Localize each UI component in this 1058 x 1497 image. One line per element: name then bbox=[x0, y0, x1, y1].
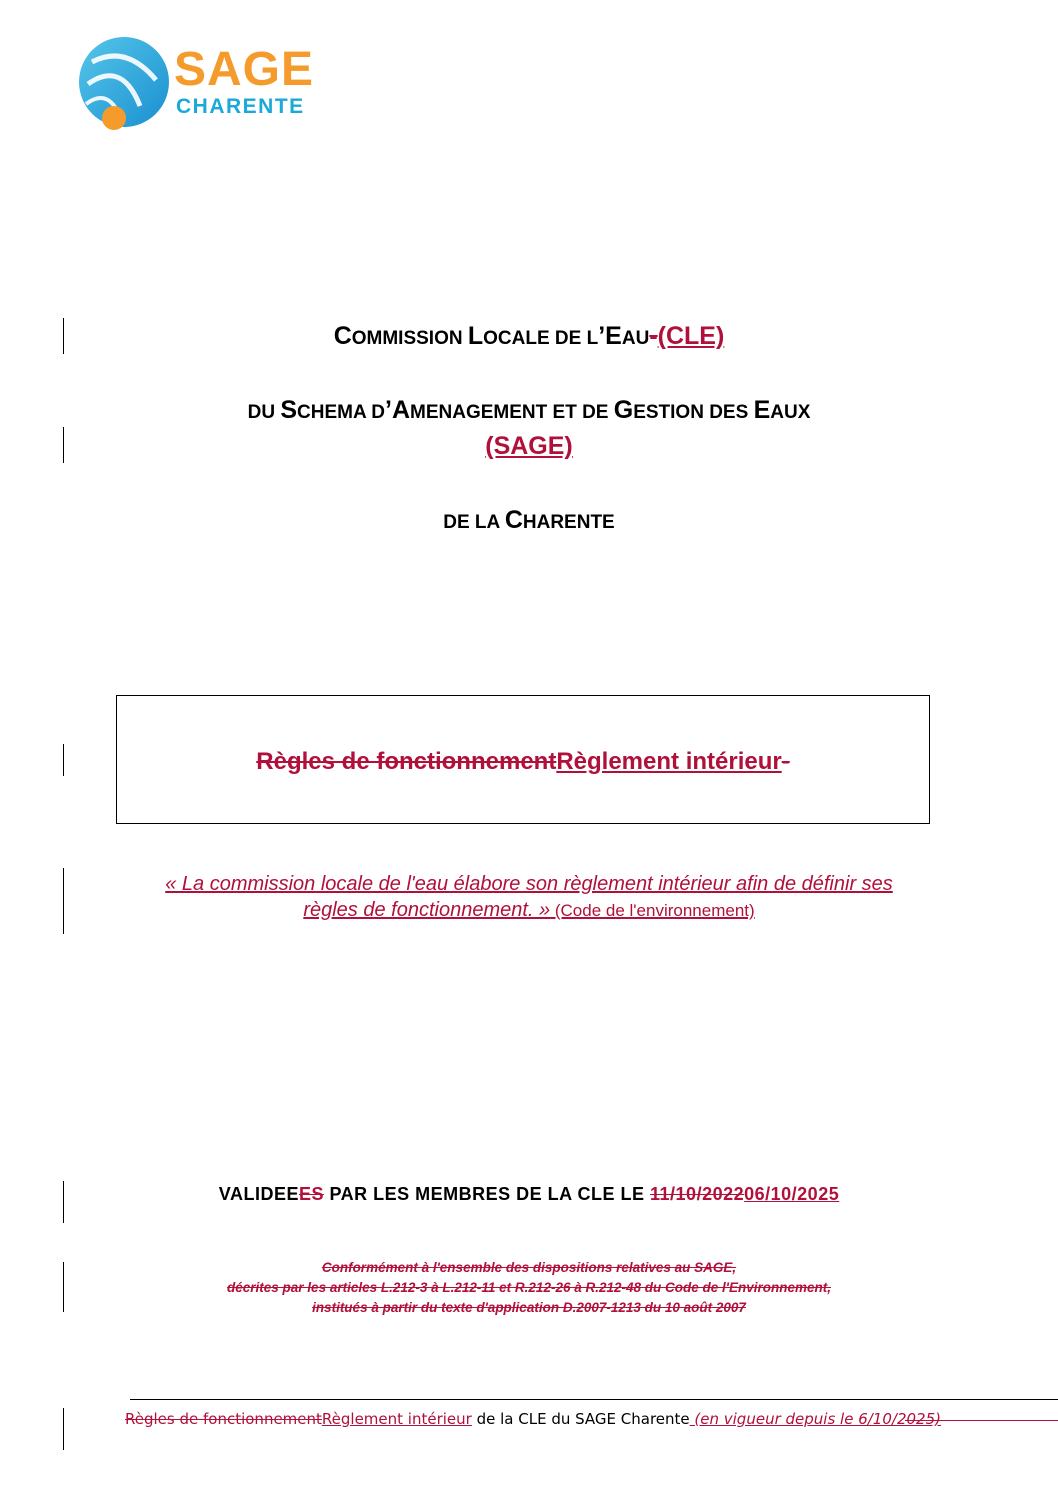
document-type-box bbox=[116, 695, 930, 824]
sage-charente-logo bbox=[74, 36, 344, 136]
logo-sage-text: SAGE bbox=[174, 43, 315, 96]
revision-bar bbox=[63, 744, 64, 776]
conformity-note: Conformément à l'ensemble des dispositions relatives au SAGE, décrites par les articles L.212-3 à L.212-11 et R.212-26 à R.212-48 du Code de l'Environnement, institués à partir du texte d'application D.2007-1213 du 10 août 2007 bbox=[227, 1260, 831, 1315]
title-charente: DE LA CHARENTE bbox=[443, 506, 615, 534]
revision-bar bbox=[63, 1408, 64, 1450]
quote-code-environnement: « La commission locale de l'eau élabore son règlement intérieur afin de définir ses règles de fonctionnement. » (Code de l'environnement) bbox=[165, 873, 893, 921]
validation-statement: VALIDEEES PAR LES MEMBRES DE LA CLE LE 11/10/202206/10/2025 bbox=[218, 1184, 840, 1204]
water-drops-icon bbox=[74, 36, 174, 136]
page-footer: Règles de fonctionnementRèglement intérieur de la CLE du SAGE Charente (en vigueur depuis le 6/10/2025) bbox=[125, 1410, 941, 1428]
deleted-title: Règles de fonctionnement bbox=[256, 748, 557, 775]
inserted-date: 06/10/2025 bbox=[744, 1184, 840, 1204]
deleted-dash: - bbox=[649, 322, 658, 350]
footer-revision-line bbox=[905, 1420, 1058, 1421]
title-schema: DU SCHEMA D’AMENAGEMENT ET DE GESTION DES EAUX bbox=[247, 396, 811, 424]
title-sage-acronym: (SAGE) bbox=[485, 432, 573, 460]
logo-charente-text: CHARENTE bbox=[176, 95, 305, 118]
document-type-title: Règles de fonctionnementRèglement intérieur- bbox=[256, 748, 790, 775]
deleted-date: 11/10/2022 bbox=[650, 1184, 745, 1204]
footer-rule bbox=[130, 1399, 1058, 1400]
inserted-title: Règlement intérieur bbox=[556, 748, 782, 775]
title-commission: COMMISSION LOCALE DE L’EAU-(CLE) bbox=[333, 322, 725, 350]
inserted-cle: (CLE) bbox=[657, 322, 725, 350]
